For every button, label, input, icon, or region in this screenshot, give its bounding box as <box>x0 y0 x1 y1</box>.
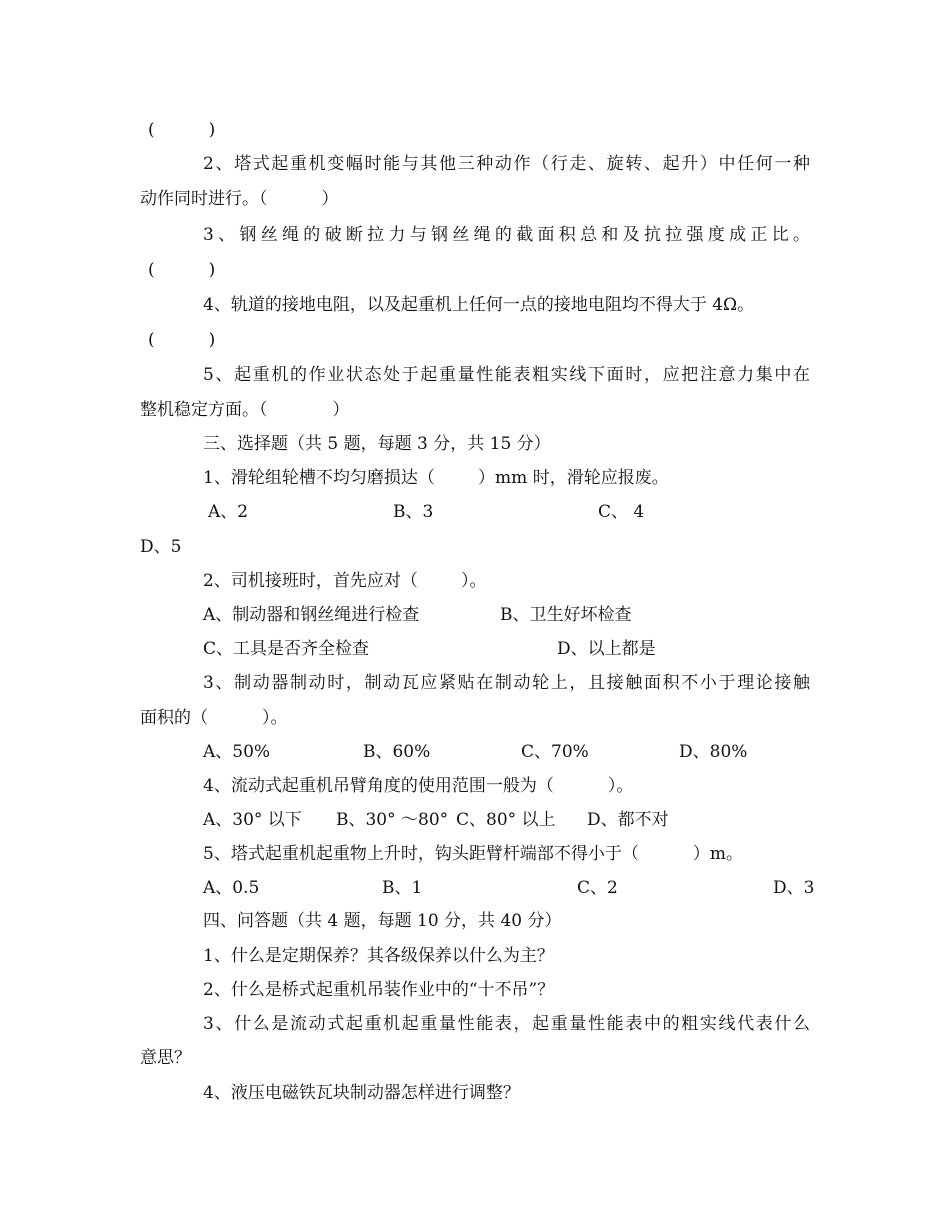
option-b: B、60% <box>363 742 431 762</box>
question-text: 整机稳定方面。（ ） <box>140 400 350 420</box>
option-a: A、50% <box>203 742 271 762</box>
answer-blank: ( ) <box>148 260 216 280</box>
option-c: C、2 <box>577 878 618 898</box>
answer-blank: ( ) <box>148 120 216 140</box>
question-text: 2、什么是桥式起重机吊装作业中的“十不吊”？ <box>203 980 555 1000</box>
option-d: D、以上都是 <box>557 639 656 659</box>
option-b: B、1 <box>382 878 423 898</box>
question-text: 3、什么是流动式起重机起重量性能表，起重量性能表中的粗实线代表什么 <box>203 1014 810 1034</box>
question-text: 5、塔式起重机起重物上升时，钩头距臂杆端部不得小于（ ）m。 <box>203 844 743 864</box>
option-a: A、30° 以下 <box>203 810 302 830</box>
option-c: C、工具是否齐全检查 <box>203 639 370 659</box>
section-heading: 四、问答题（共 4 题，每题 10 分，共 40 分） <box>203 911 562 931</box>
question-text: 4、轨道的接地电阻，以及起重机上任何一点的接地电阻均不得大于 4Ω。 <box>203 295 755 315</box>
option-d: D、80% <box>679 742 748 762</box>
option-c: C、 4 <box>598 502 645 522</box>
question-text: 意思？ <box>140 1048 191 1068</box>
option-b: B、3 <box>393 502 434 522</box>
question-text: 5、起重机的作业状态处于起重量性能表粗实线下面时，应把注意力集中在 <box>203 365 810 385</box>
option-a: A、制动器和钢丝绳进行检查 <box>203 605 420 625</box>
section-heading: 三、选择题（共 5 题，每题 3 分，共 15 分） <box>203 434 551 454</box>
question-text: 1、滑轮组轮槽不均匀磨损达（ ）mm 时，滑轮应报废。 <box>203 468 669 488</box>
option-a: A、0.5 <box>203 878 260 898</box>
option-c: C、80° 以上 <box>456 810 556 830</box>
question-text: 3、制动器制动时，制动瓦应紧贴在制动轮上，且接触面积不小于理论接触 <box>203 673 810 693</box>
option-d: D、5 <box>140 537 182 557</box>
option-b: B、30° ～80° <box>336 810 449 830</box>
option-d: D、3 <box>773 878 815 898</box>
question-text: 3、钢丝绳的破断拉力与钢丝绳的截面积总和及抗拉强度成正比。 <box>203 225 810 245</box>
question-text: 动作同时进行。（ ） <box>140 189 339 209</box>
question-text: 面积的（ ）。 <box>140 708 288 728</box>
option-d: D、都不对 <box>587 810 669 830</box>
option-b: B、卫生好坏检查 <box>500 605 632 625</box>
question-text: 4、流动式起重机吊臂角度的使用范围一般为（ ）。 <box>203 776 634 796</box>
option-c: C、70% <box>521 742 589 762</box>
question-text: 4、液压电磁铁瓦块制动器怎样进行调整？ <box>203 1083 520 1103</box>
question-text: 2、塔式起重机变幅时能与其他三种动作（行走、旋转、起升）中任何一种 <box>203 154 810 174</box>
option-a: A、2 <box>208 502 249 522</box>
question-text: 1、什么是定期保养？其各级保养以什么为主？ <box>203 946 554 966</box>
question-text: 2、司机接班时，首先应对（ ）。 <box>203 571 487 591</box>
answer-blank: ( ) <box>148 330 216 350</box>
